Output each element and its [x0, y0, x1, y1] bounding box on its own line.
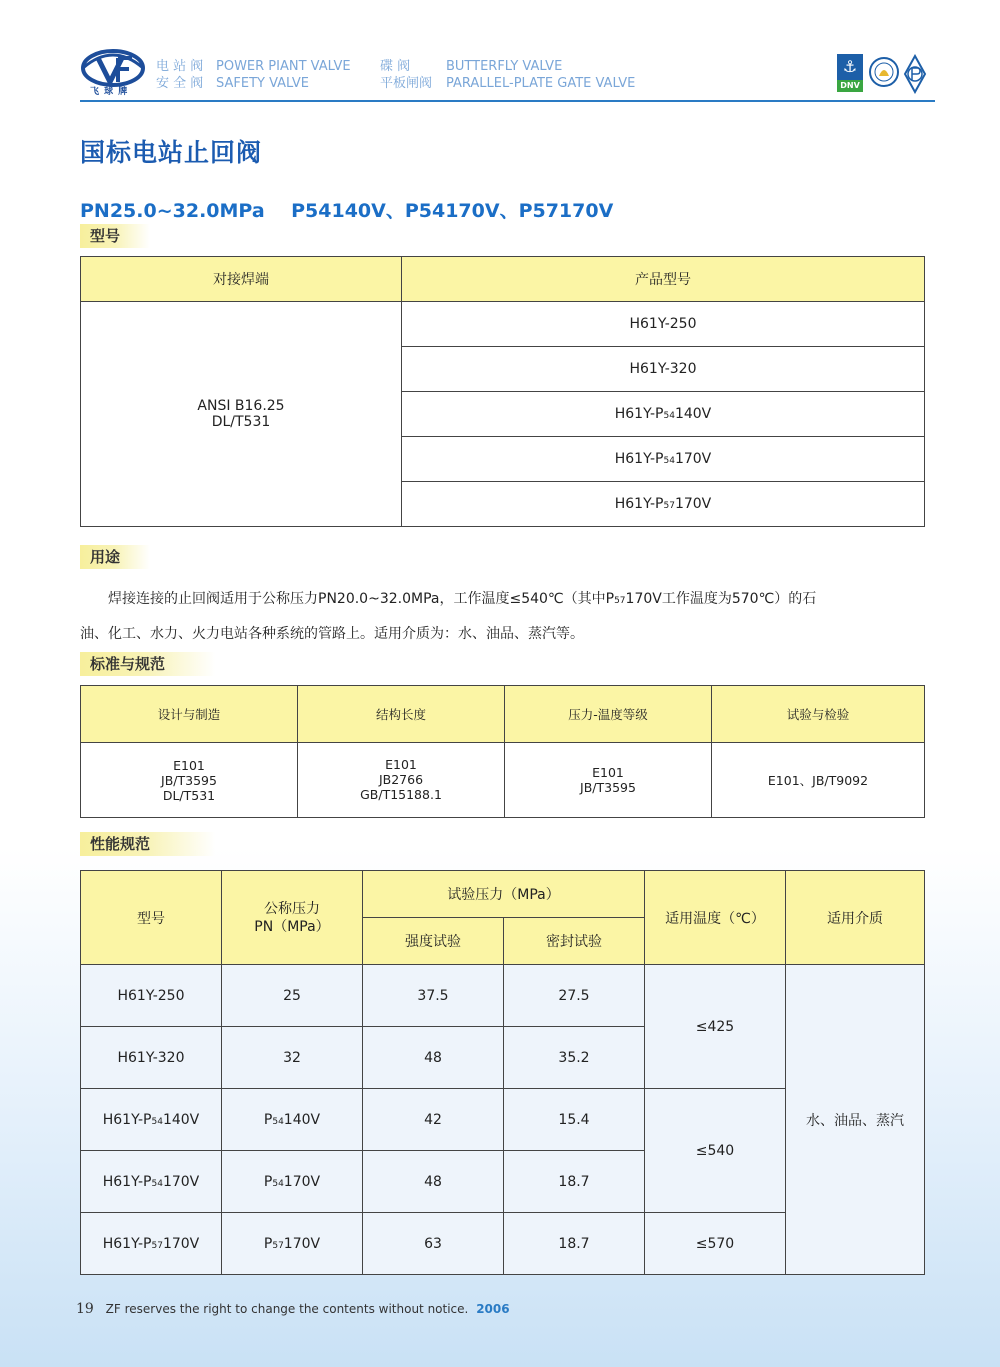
perf-model-cell [81, 1213, 222, 1275]
model-text: H61Y-P [102, 1235, 152, 1252]
usage-subscript: 57 [614, 596, 626, 606]
table-row [81, 743, 925, 818]
header-butterfly-en: BUTTERFLY VALVE [446, 59, 563, 74]
section-performance-label: 性能规范 [80, 832, 215, 856]
model-suffix: 140V [674, 406, 712, 422]
model-subscript: 57 [151, 1240, 163, 1251]
quality-seal-icon [869, 54, 899, 90]
pn-subscript: 54 [272, 1116, 284, 1127]
pn-text: 25 [283, 987, 301, 1004]
usage-paragraph [80, 583, 920, 651]
standards-length-cell [298, 743, 505, 818]
header-butterfly-cn: 碟 阀 [380, 59, 411, 74]
model-cell [402, 392, 925, 437]
header-col1-cn [156, 58, 203, 92]
perf-strength-cell: 48 [363, 1027, 504, 1089]
model-text: H61Y-P [614, 496, 664, 512]
standard-text: E101 [592, 765, 624, 780]
pn-text: P [263, 1111, 273, 1128]
perf-pn-cell [222, 965, 363, 1027]
logo-brand-text: 飞 球 牌 [90, 87, 129, 97]
footer-notice: ZF reserves the right to change the contents without notice. [105, 1302, 469, 1316]
perf-strength-cell: 63 [363, 1213, 504, 1275]
header-medium: 适用介质 [786, 871, 925, 965]
header-col1-en [216, 58, 351, 92]
header-divider [80, 100, 935, 102]
header-strength: 强度试验 [363, 918, 504, 965]
header-pn-line2: PN（MPa） [254, 918, 330, 935]
header-col2-cn [380, 58, 432, 92]
header-product-model: 产品型号 [402, 257, 925, 302]
section-model-label: 型号 [80, 224, 150, 248]
standards-test-cell [712, 743, 925, 818]
header-pn-line1: 公称压力 [264, 900, 320, 917]
model-suffix: 170V [162, 1173, 200, 1190]
pn-subscript: 54 [272, 1178, 284, 1189]
performance-header-row [81, 871, 925, 918]
model-cell [402, 482, 925, 527]
pn-suffix: 140V [283, 1111, 321, 1128]
standard-text: E101 [173, 757, 205, 773]
model-text: H61Y-P [102, 1111, 152, 1128]
header-gate-en: PARALLEL-PLATE GATE VALVE [446, 76, 636, 91]
perf-temp-cell: ≤540 [645, 1089, 786, 1213]
perf-seal-cell: 18.7 [504, 1213, 645, 1275]
header-model: 型号 [81, 871, 222, 965]
usage-text: 170V工作温度为570℃）的石 [625, 591, 817, 607]
perf-pn-cell [222, 1089, 363, 1151]
standard-text: GB/T15188.1 [360, 787, 442, 802]
perf-strength-cell: 42 [363, 1089, 504, 1151]
model-text: H61Y-320 [117, 1049, 185, 1066]
model-text: H61Y-P [102, 1173, 152, 1190]
model-table-header-row [81, 257, 925, 302]
perf-model-cell [81, 1151, 222, 1213]
header-power-plant-en: POWER PIANT VALVE [216, 59, 351, 74]
dnv-cert-icon: ⚓ DNV [837, 54, 863, 94]
performance-table [80, 870, 925, 1275]
perf-pn-cell [222, 1151, 363, 1213]
model-subscript: 54 [151, 1178, 163, 1189]
perf-seal-cell: 18.7 [504, 1151, 645, 1213]
standards-table [80, 685, 925, 818]
standard-text: E101、JB/T9092 [767, 773, 869, 788]
model-suffix: 170V [162, 1235, 200, 1252]
model-subscript: 57 [663, 501, 675, 511]
model-subscript: 54 [663, 456, 675, 466]
pn-suffix: 170V [283, 1235, 321, 1252]
page-title: 国标电站止回阀 [80, 138, 263, 167]
butt-weld-standard-cell [81, 302, 402, 527]
standard-text: E101 [385, 757, 417, 772]
pn-subscript: 57 [272, 1240, 284, 1251]
header-safety-en: SAFETY VALVE [216, 76, 309, 91]
perf-model-cell [81, 1027, 222, 1089]
header-pn [222, 871, 363, 965]
header-test-pressure: 试验压力（MPa） [363, 871, 645, 918]
section-standards-label: 标准与规范 [80, 652, 215, 676]
perf-seal-cell: 27.5 [504, 965, 645, 1027]
section-usage-label: 用途 [80, 545, 150, 569]
perf-strength-cell: 48 [363, 1151, 504, 1213]
standard-dlt: DL/T531 [211, 414, 271, 430]
model-table [80, 256, 925, 527]
page-footer [76, 1301, 510, 1317]
header-length: 结构长度 [298, 686, 505, 743]
model-text: H61Y-250 [117, 987, 185, 1004]
model-text: H61Y-P [614, 406, 664, 422]
model-subscript: 54 [663, 411, 675, 421]
model-cell [402, 302, 925, 347]
page-header [80, 40, 935, 102]
standard-text: JB/T3595 [161, 772, 217, 788]
header-design: 设计与制造 [81, 686, 298, 743]
perf-strength-cell: 37.5 [363, 965, 504, 1027]
pn-text: 32 [283, 1049, 301, 1066]
pn-text: P [263, 1235, 273, 1252]
table-row [81, 302, 925, 347]
standards-header-row [81, 686, 925, 743]
standard-text: JB2766 [378, 772, 424, 787]
header-temp: 适用温度（℃） [645, 871, 786, 965]
standard-text: JB/T3595 [580, 780, 636, 795]
model-text: H61Y-P [614, 451, 664, 467]
perf-pn-cell [222, 1027, 363, 1089]
usage-text: 焊接连接的止回阀适用于公称压力PN20.0~32.0MPa，工作温度≤540℃（其中P [108, 591, 615, 607]
pn-text: P [263, 1173, 273, 1190]
standards-design-cell [81, 743, 298, 818]
model-cell [402, 437, 925, 482]
model-cell [402, 347, 925, 392]
header-col2-en [446, 58, 635, 92]
header-safety-cn: 安 全 阀 [156, 76, 204, 91]
api-monogram-icon [903, 54, 927, 94]
standard-ansi: ANSI B16.25 [197, 398, 285, 414]
model-subscript: 54 [151, 1116, 163, 1127]
dnv-label: DNV [837, 80, 863, 92]
page-number: 19 [76, 1301, 94, 1317]
perf-model-cell [81, 965, 222, 1027]
perf-seal-cell: 15.4 [504, 1089, 645, 1151]
perf-temp-cell: ≤570 [645, 1213, 786, 1275]
perf-temp-cell: ≤425 [645, 965, 786, 1089]
header-test: 试验与检验 [712, 686, 925, 743]
perf-model-cell [81, 1089, 222, 1151]
perf-pn-cell [222, 1213, 363, 1275]
usage-line-2: 油、化工、水力、火力电站各种系统的管路上。适用介质为：水、油品、蒸汽等。 [80, 626, 584, 642]
header-power-plant-cn: 电 站 阀 [156, 59, 204, 74]
model-text: H61Y-250 [629, 316, 697, 332]
header-butt-weld-end: 对接焊端 [81, 257, 402, 302]
standard-text: DL/T531 [162, 787, 216, 803]
model-suffix: 170V [674, 451, 712, 467]
perf-medium-cell: 水、油品、蒸汽 [786, 965, 925, 1275]
page-subtitle: PN25.0~32.0MPa P54140V、P54170V、P57170V [80, 200, 614, 222]
footer-year: 2006 [476, 1302, 510, 1316]
header-seal: 密封试验 [504, 918, 645, 965]
perf-seal-cell: 35.2 [504, 1027, 645, 1089]
model-suffix: 140V [162, 1111, 200, 1128]
standards-pt-cell [505, 743, 712, 818]
header-gate-cn: 平板闸阀 [380, 76, 433, 91]
pn-suffix: 170V [283, 1173, 321, 1190]
header-pressure-temp: 压力-温度等级 [505, 686, 712, 743]
model-text: H61Y-320 [629, 361, 697, 377]
usage-line-1 [80, 583, 920, 618]
model-suffix: 170V [674, 496, 712, 512]
table-row [81, 965, 925, 1027]
